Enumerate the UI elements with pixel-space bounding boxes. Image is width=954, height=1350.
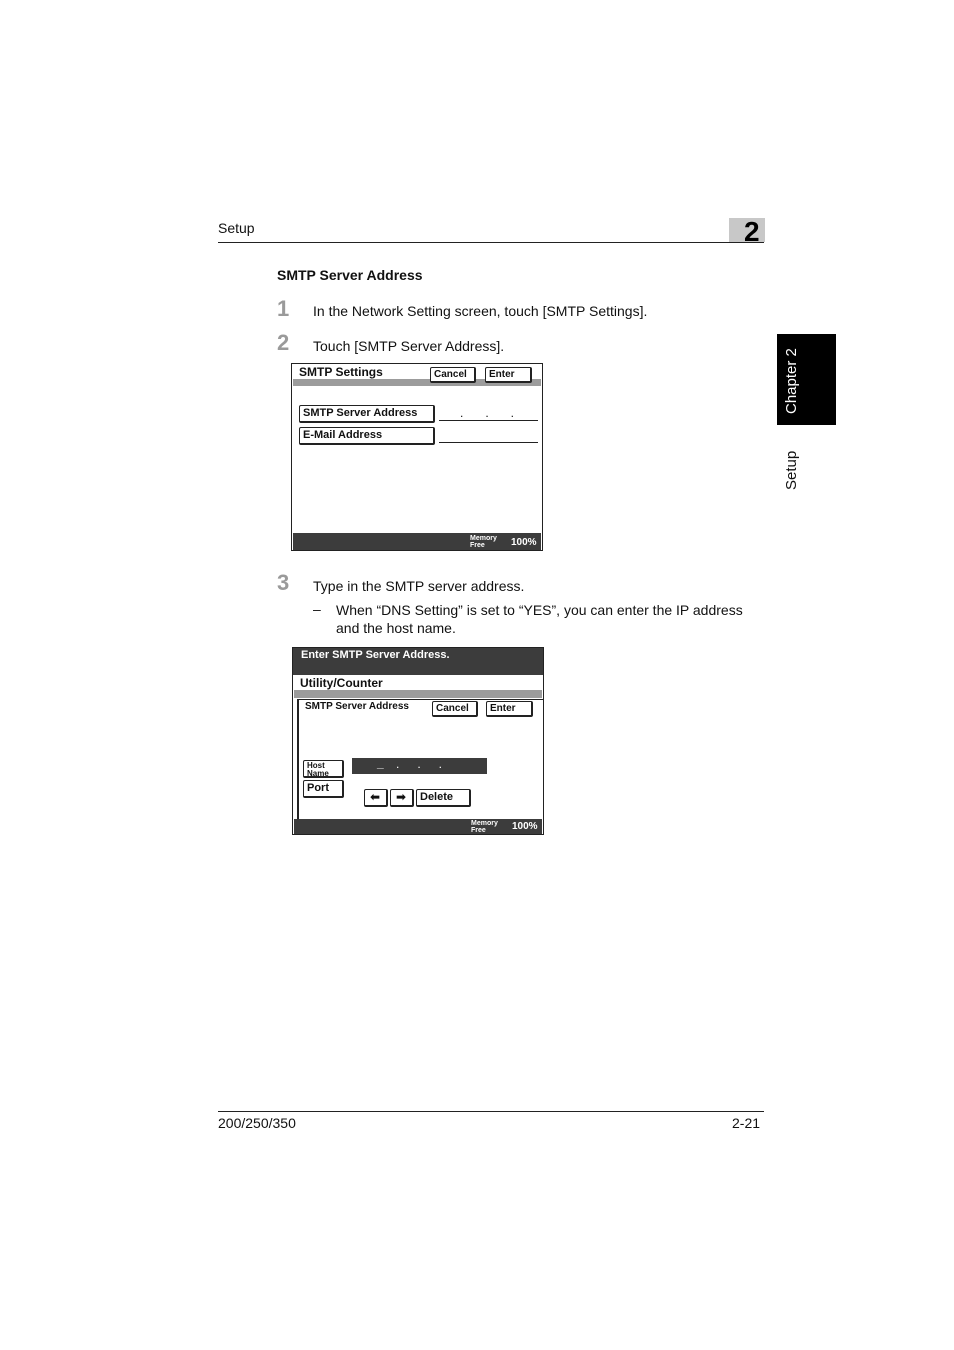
utility-counter-title: Utility/Counter — [300, 676, 383, 690]
memory-label: Memory — [470, 535, 497, 542]
message-text: Enter SMTP Server Address. — [301, 649, 450, 661]
delete-button[interactable]: Delete — [416, 789, 471, 807]
step-number-2: 2 — [277, 330, 290, 355]
memory-label: Memory — [471, 820, 498, 827]
host-name-label-2: Name — [307, 769, 329, 778]
memory-free-value: 100% — [511, 537, 537, 548]
email-address-button[interactable]: E-Mail Address — [299, 427, 435, 445]
title-bar — [294, 690, 542, 698]
smtp-address-dots: ... — [460, 406, 537, 420]
cancel-button[interactable]: Cancel — [432, 701, 478, 717]
chapter-number: 2 — [744, 216, 760, 247]
footer-rule — [218, 1111, 764, 1112]
enter-button[interactable]: Enter — [486, 701, 533, 717]
email-address-field — [439, 442, 538, 443]
smtp-settings-screen — [291, 363, 543, 551]
side-tab-chapter-label: Chapter 2 — [783, 348, 800, 414]
step-text-2: Touch [SMTP Server Address]. — [313, 338, 505, 354]
step-text-1: In the Network Setting screen, touch [SMTP Settings]. — [313, 303, 648, 319]
smtp-server-address-button[interactable]: SMTP Server Address — [299, 405, 435, 423]
free-label: Free — [471, 827, 486, 834]
status-bar — [293, 533, 541, 550]
host-name-button[interactable] — [303, 760, 344, 778]
free-label: Free — [470, 542, 485, 549]
header-rule — [218, 242, 764, 243]
step-number-3: 3 — [277, 570, 290, 595]
side-tab-section-label: Setup — [783, 450, 800, 490]
footer-page-number: 2-21 — [732, 1115, 761, 1131]
input-cursor: _ — [377, 756, 384, 770]
sub-step-text: When “DNS Setting” is set to “YES”, you can enter the IP address and the host name. — [336, 602, 743, 636]
smtp-server-address-field — [439, 420, 538, 421]
cancel-button[interactable]: Cancel — [430, 367, 476, 383]
enter-button[interactable]: Enter — [485, 367, 532, 383]
left-arrow-button[interactable]: ⬅ — [364, 789, 388, 807]
field-label: SMTP Server Address — [305, 701, 409, 712]
memory-free-value: 100% — [512, 821, 538, 832]
status-bar — [294, 819, 542, 834]
section-title: SMTP Server Address — [277, 267, 423, 283]
port-button[interactable]: Port — [303, 780, 344, 798]
right-arrow-button[interactable]: ➡ — [390, 789, 414, 807]
footer-model: 200/250/350 — [218, 1115, 296, 1131]
enter-smtp-address-screen — [292, 647, 544, 835]
step-number-1: 1 — [277, 296, 290, 321]
running-header-section: Setup — [218, 220, 255, 236]
screen-title: SMTP Settings — [299, 365, 383, 379]
sub-step-dash: – — [313, 601, 321, 617]
input-dots: ... — [396, 757, 461, 771]
step-text-3: Type in the SMTP server address. — [313, 578, 525, 594]
host-name-label-1: Host — [307, 761, 325, 770]
